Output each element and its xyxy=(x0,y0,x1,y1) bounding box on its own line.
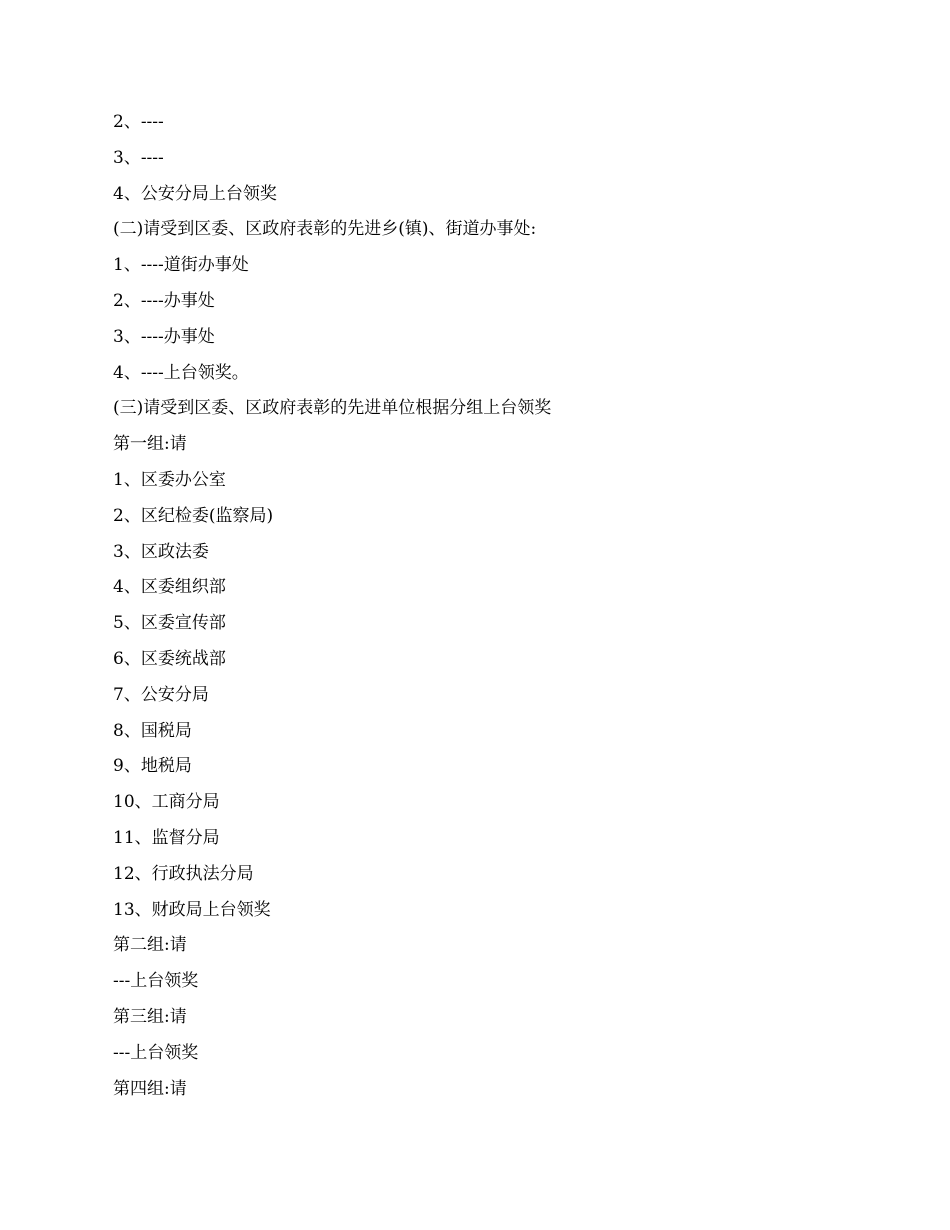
section-heading: (二)请受到区委、区政府表彰的先进乡(镇)、街道办事处: xyxy=(113,219,537,240)
document-body xyxy=(113,105,873,1107)
document-line: 3、区政法委 xyxy=(113,541,209,562)
document-line: 4、区委组织部 xyxy=(113,577,226,598)
document-line: 9、地税局 xyxy=(113,756,192,777)
document-line: 7、公安分局 xyxy=(113,684,209,705)
document-line: 3、----办事处 xyxy=(113,326,215,347)
document-line: 13、财政局上台领奖 xyxy=(113,899,271,920)
document-line: 4、公安分局上台领奖 xyxy=(113,183,277,204)
group-heading: 第二组:请 xyxy=(113,935,187,956)
document-line: ---上台领奖 xyxy=(113,971,199,992)
document-line: ---上台领奖 xyxy=(113,1042,199,1063)
document-line: 1、----道街办事处 xyxy=(113,255,249,276)
document-line: 2、---- xyxy=(113,112,164,132)
group-heading: 第一组:请 xyxy=(113,434,187,455)
document-line: 6、区委统战部 xyxy=(113,648,226,669)
document-line: 3、---- xyxy=(113,147,164,168)
document-line: 5、区委宣传部 xyxy=(113,613,226,634)
document-line: 8、国税局 xyxy=(113,720,192,741)
document-line: 11、监督分局 xyxy=(113,827,220,848)
document-line: 2、区纪检委(监察局) xyxy=(113,505,274,526)
document-line: 1、区委办公室 xyxy=(113,469,226,490)
document-line: 10、工商分局 xyxy=(113,792,220,813)
section-heading: (三)请受到区委、区政府表彰的先进单位根据分组上台领奖 xyxy=(113,398,552,419)
document-line: 12、行政执法分局 xyxy=(113,863,254,884)
group-heading: 第三组:请 xyxy=(113,1006,187,1027)
group-heading: 第四组:请 xyxy=(113,1078,187,1099)
document-line: 4、----上台领奖。 xyxy=(113,362,249,383)
document-line: 2、----办事处 xyxy=(113,290,215,311)
